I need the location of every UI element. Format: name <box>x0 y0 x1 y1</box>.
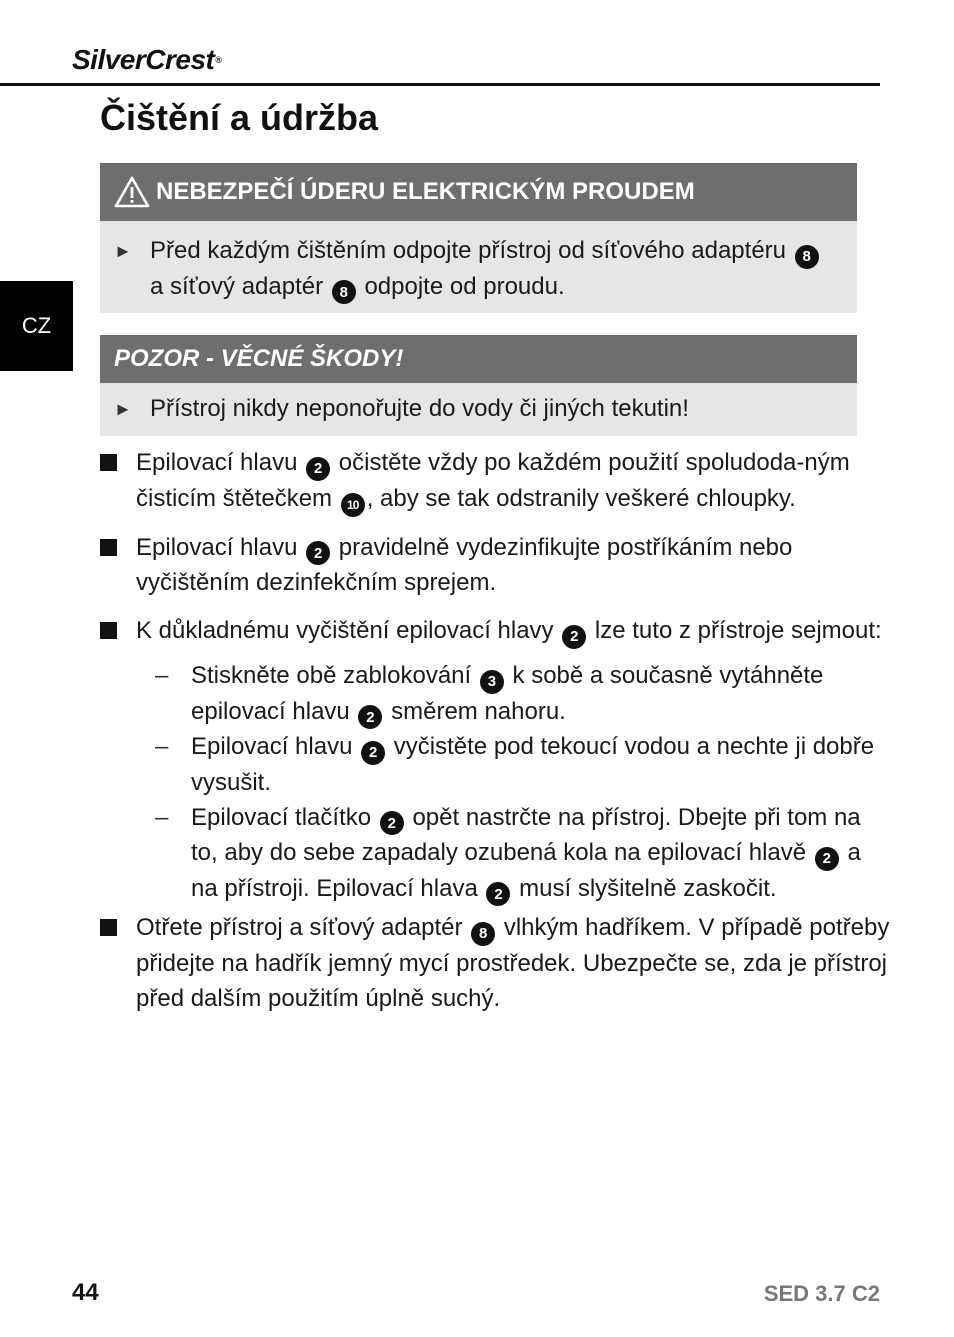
sub-step <box>155 800 890 907</box>
sub-step-text: Epilovací tlačítko <box>191 803 372 831</box>
ref-badge-head: 2 <box>306 541 330 565</box>
warning-electric-item <box>114 233 843 304</box>
brand-name: SilverCrest <box>72 44 215 75</box>
sub-step-text: Stiskněte obě zablokování <box>191 662 472 689</box>
sub-step <box>155 729 890 800</box>
language-tab <box>0 281 73 371</box>
ref-badge-lock: 3 <box>480 670 504 694</box>
sub-step-text: opět nastrčte na přístroj. Dbejte při tom na to, aby do sebe zapadaly ozubená kola na epilovací hlavě <box>191 803 861 866</box>
square-bullet-icon <box>100 454 117 471</box>
sub-step-text: směrem nahoru. <box>391 697 566 725</box>
warning-electric-text-2: a síťový adaptér <box>150 272 324 300</box>
warning-electric-text-1: Před každým čištěním odpojte přístroj od síťového adaptéru <box>150 237 786 264</box>
ref-badge-head: 2 <box>358 705 382 729</box>
arrow-bullet-icon: ► <box>114 241 132 261</box>
sub-step-text: k sobě a současně vytáhněte epilovací hlavu <box>191 662 824 725</box>
list-item-text: Epilovací hlavu <box>136 533 298 561</box>
list-item <box>100 613 890 649</box>
list-item-text: vlhkým hadříkem. V případě potřeby přidejte na hadřík jemný mycí prostředek. Ubezpečte se, zda je přístroj před dalším použitím úplně suchý. <box>136 914 890 1012</box>
sub-step-text: Epilovací hlavu <box>191 733 353 760</box>
page-title: Čištění a údržba <box>100 97 379 138</box>
dash-bullet: – <box>155 662 169 689</box>
ref-badge-adapter: 8 <box>471 922 495 946</box>
list-item-text: Otřete přístroj a síťový adaptér <box>136 914 463 941</box>
ref-badge-head: 2 <box>815 847 839 871</box>
list-item-text: lze tuto z přístroje sejmout: <box>594 617 882 644</box>
dash-bullet: – <box>155 803 169 831</box>
list-item <box>100 445 890 517</box>
brand-logo <box>72 44 222 76</box>
list-item-text: K důkladnému vyčištění epilovací hlavy <box>136 617 554 644</box>
ref-badge-head: 2 <box>486 882 510 906</box>
sub-step-text: a na přístroji. Epilovací hlava <box>191 839 861 902</box>
sub-step-text: musí slyšitelně zaskočit. <box>519 874 777 902</box>
warning-damage-text: Přístroj nikdy neponořujte do vody či jiných tekutin! <box>150 395 689 422</box>
square-bullet-icon <box>100 622 117 639</box>
list-item <box>100 910 890 1016</box>
list-item-text: pravidelně vydezinfikujte postříkáním nebo vyčištěním dezinfekčním sprejem. <box>136 533 793 596</box>
sub-step <box>155 658 890 729</box>
list-item <box>100 530 890 601</box>
warning-electric-title: NEBEZPEČÍ ÚDERU ELEKTRICKÝM PROUDEM <box>156 178 695 205</box>
ref-badge-head: 2 <box>562 625 586 649</box>
brand-registered-mark: ® <box>215 55 222 65</box>
ref-badge-head: 2 <box>306 457 330 481</box>
cleaning-instructions <box>100 445 890 1016</box>
ref-badge-head: 2 <box>380 811 404 835</box>
warning-electric-box <box>100 163 857 313</box>
sub-steps-list <box>155 658 890 906</box>
language-tab-label: CZ <box>21 313 52 338</box>
ref-badge-adapter: 8 <box>332 280 356 304</box>
list-item-text: očistěte vždy po každém použití spoludoda-ným čisticím štětečkem <box>136 449 850 512</box>
list-item-text: , aby se tak odstranily veškeré chloupky. <box>366 484 796 512</box>
arrow-bullet-icon: ► <box>114 399 132 419</box>
warning-damage-header <box>100 335 857 383</box>
dash-bullet: – <box>155 733 169 760</box>
page-number: 44 <box>72 1279 99 1306</box>
warning-electric-text-3: odpojte od proudu. <box>364 272 565 300</box>
list-item-text: Epilovací hlavu <box>136 449 298 476</box>
warning-triangle-icon <box>114 176 150 208</box>
warning-electric-header <box>100 163 857 221</box>
warning-damage-item <box>114 391 843 427</box>
model-number: SED 3.7 C2 <box>763 1281 880 1306</box>
warning-damage-box <box>100 335 857 436</box>
warning-damage-title: POZOR - VĚCNÉ ŠKODY! <box>114 345 404 372</box>
ref-badge-head: 2 <box>361 741 385 765</box>
header-rule <box>0 83 880 86</box>
ref-badge-brush: 10 <box>341 493 365 517</box>
sub-step-text: vyčistěte pod tekoucí vodou a nechte ji dobře vysušit. <box>191 733 875 796</box>
square-bullet-icon <box>100 919 117 936</box>
ref-badge-adapter: 8 <box>795 245 819 269</box>
square-bullet-icon <box>100 539 117 556</box>
